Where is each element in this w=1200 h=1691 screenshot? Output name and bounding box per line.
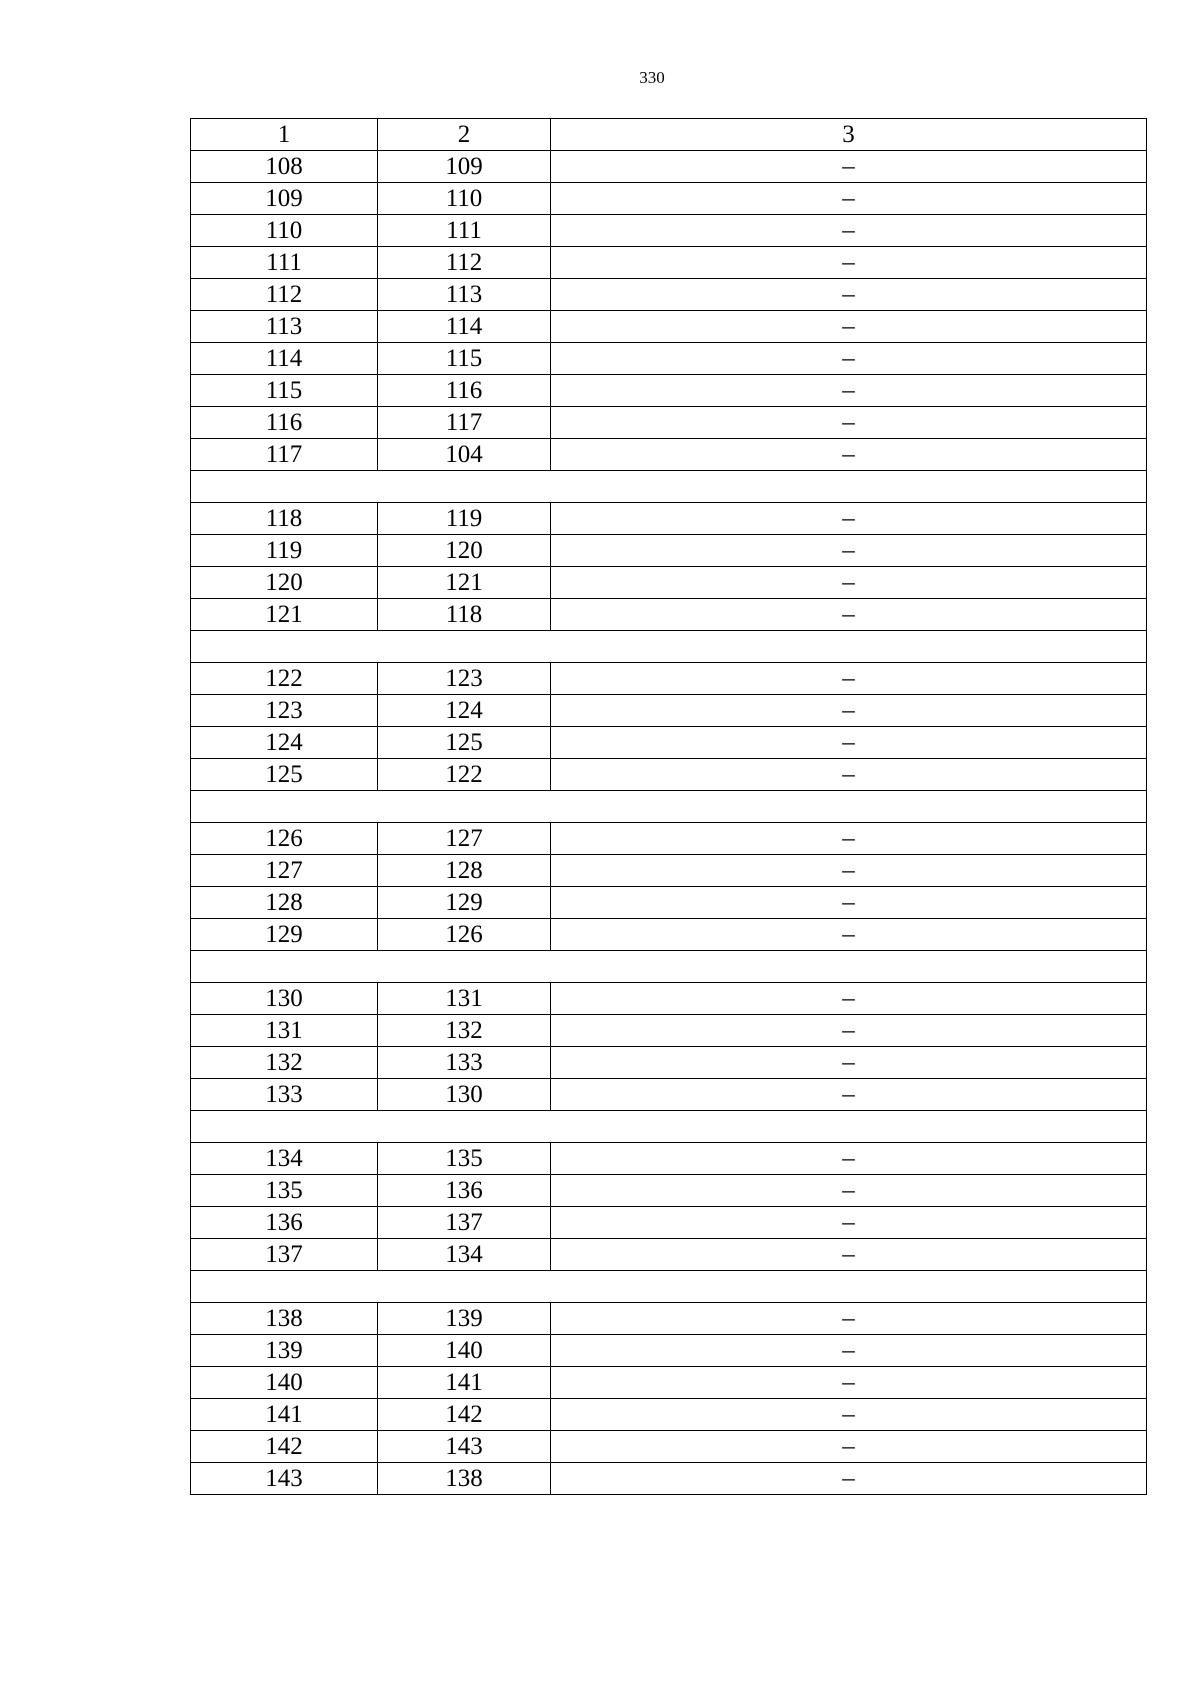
group-separator-row bbox=[191, 631, 1147, 663]
table-cell-col-1: 121 bbox=[191, 599, 378, 631]
table-cell-col-3: – bbox=[551, 343, 1147, 375]
table-row bbox=[191, 983, 1147, 1015]
table-row bbox=[191, 247, 1147, 279]
table-cell-col-2: 135 bbox=[378, 1143, 551, 1175]
table-cell-col-1: 129 bbox=[191, 919, 378, 951]
table-cell-col-3: – bbox=[551, 759, 1147, 791]
group-separator-row bbox=[191, 471, 1147, 503]
table-row bbox=[191, 887, 1147, 919]
table-row bbox=[191, 535, 1147, 567]
table-cell-col-2: 104 bbox=[378, 439, 551, 471]
table-cell-col-2: 142 bbox=[378, 1399, 551, 1431]
table-cell-col-2: 136 bbox=[378, 1175, 551, 1207]
table-row bbox=[191, 1047, 1147, 1079]
table-row bbox=[191, 1367, 1147, 1399]
table-row bbox=[191, 1463, 1147, 1495]
table-row bbox=[191, 1079, 1147, 1111]
table-cell-col-2: 116 bbox=[378, 375, 551, 407]
table-cell-col-1: 117 bbox=[191, 439, 378, 471]
table-cell-col-1: 133 bbox=[191, 1079, 378, 1111]
table-cell-col-1: 124 bbox=[191, 727, 378, 759]
table-header-row bbox=[191, 119, 1147, 151]
table-cell-col-3: – bbox=[551, 1431, 1147, 1463]
table-cell-col-2: 115 bbox=[378, 343, 551, 375]
table-cell-col-3: – bbox=[551, 823, 1147, 855]
table-cell-col-1: 134 bbox=[191, 1143, 378, 1175]
table-cell-col-1: 128 bbox=[191, 887, 378, 919]
group-separator-row bbox=[191, 1111, 1147, 1143]
table-cell-col-1: 125 bbox=[191, 759, 378, 791]
table-cell-col-3: – bbox=[551, 887, 1147, 919]
table-cell-col-1: 130 bbox=[191, 983, 378, 1015]
table-row bbox=[191, 727, 1147, 759]
table-cell-col-1: 139 bbox=[191, 1335, 378, 1367]
table-row bbox=[191, 1399, 1147, 1431]
table-cell-col-2: 110 bbox=[378, 183, 551, 215]
table-cell-col-3: – bbox=[551, 1335, 1147, 1367]
table-cell-col-1: 111 bbox=[191, 247, 378, 279]
table-cell-col-3: – bbox=[551, 919, 1147, 951]
table-cell-col-3: – bbox=[551, 695, 1147, 727]
table-cell-col-2: 131 bbox=[378, 983, 551, 1015]
table-row bbox=[191, 343, 1147, 375]
table-cell-col-1: 135 bbox=[191, 1175, 378, 1207]
table-cell-col-1: 123 bbox=[191, 695, 378, 727]
table-cell-col-2: 118 bbox=[378, 599, 551, 631]
data-table bbox=[190, 118, 1147, 1495]
table-cell-col-2: 130 bbox=[378, 1079, 551, 1111]
group-separator-cell bbox=[191, 1271, 1147, 1303]
table-row bbox=[191, 375, 1147, 407]
table-cell-col-3: – bbox=[551, 439, 1147, 471]
table-row bbox=[191, 1239, 1147, 1271]
table-cell-col-1: 140 bbox=[191, 1367, 378, 1399]
table-cell-col-1: 137 bbox=[191, 1239, 378, 1271]
table-cell-col-2: 128 bbox=[378, 855, 551, 887]
table-row bbox=[191, 919, 1147, 951]
table-cell-col-3: – bbox=[551, 1047, 1147, 1079]
table-cell-col-1: 126 bbox=[191, 823, 378, 855]
table-cell-col-3: – bbox=[551, 855, 1147, 887]
table-cell-col-3: – bbox=[551, 983, 1147, 1015]
table-cell-col-3: – bbox=[551, 1303, 1147, 1335]
table-cell-col-3: – bbox=[551, 279, 1147, 311]
table-cell-col-1: 114 bbox=[191, 343, 378, 375]
table-row bbox=[191, 151, 1147, 183]
table-cell-col-1: 122 bbox=[191, 663, 378, 695]
group-separator-cell bbox=[191, 951, 1147, 983]
table-cell-col-1: 131 bbox=[191, 1015, 378, 1047]
table-cell-col-3: – bbox=[551, 151, 1147, 183]
table-cell-col-2: 122 bbox=[378, 759, 551, 791]
table-cell-col-2: 132 bbox=[378, 1015, 551, 1047]
table-row bbox=[191, 567, 1147, 599]
table-cell-col-2: 127 bbox=[378, 823, 551, 855]
table-cell-col-3: – bbox=[551, 1175, 1147, 1207]
group-separator-cell bbox=[191, 791, 1147, 823]
table-cell-col-1: 127 bbox=[191, 855, 378, 887]
table-cell-col-3: – bbox=[551, 183, 1147, 215]
table-cell-col-1: 141 bbox=[191, 1399, 378, 1431]
table-cell-col-1: 112 bbox=[191, 279, 378, 311]
table-cell-col-2: 143 bbox=[378, 1431, 551, 1463]
table-cell-col-2: 114 bbox=[378, 311, 551, 343]
table-cell-col-1: 119 bbox=[191, 535, 378, 567]
table-row bbox=[191, 311, 1147, 343]
table-cell-col-2: 141 bbox=[378, 1367, 551, 1399]
table-cell-col-2: 140 bbox=[378, 1335, 551, 1367]
table-cell-col-2: 129 bbox=[378, 887, 551, 919]
table-cell-col-1: 110 bbox=[191, 215, 378, 247]
header-cell-1: 1 bbox=[191, 119, 378, 151]
table-cell-col-2: 109 bbox=[378, 151, 551, 183]
table-cell-col-2: 124 bbox=[378, 695, 551, 727]
table-row bbox=[191, 599, 1147, 631]
table-cell-col-3: – bbox=[551, 375, 1147, 407]
table-cell-col-1: 142 bbox=[191, 1431, 378, 1463]
group-separator-cell bbox=[191, 471, 1147, 503]
table-cell-col-1: 108 bbox=[191, 151, 378, 183]
table-row bbox=[191, 439, 1147, 471]
table-cell-col-2: 137 bbox=[378, 1207, 551, 1239]
table-row bbox=[191, 1143, 1147, 1175]
table-cell-col-1: 138 bbox=[191, 1303, 378, 1335]
group-separator-cell bbox=[191, 1111, 1147, 1143]
table-row bbox=[191, 823, 1147, 855]
table-cell-col-3: – bbox=[551, 407, 1147, 439]
table-cell-col-3: – bbox=[551, 1207, 1147, 1239]
group-separator-row bbox=[191, 951, 1147, 983]
group-separator-row bbox=[191, 1271, 1147, 1303]
page-number: 330 bbox=[639, 68, 665, 87]
table-cell-col-3: – bbox=[551, 1367, 1147, 1399]
table-row bbox=[191, 503, 1147, 535]
header-cell-2: 2 bbox=[378, 119, 551, 151]
table-cell-col-3: – bbox=[551, 215, 1147, 247]
table-row bbox=[191, 759, 1147, 791]
table-cell-col-3: – bbox=[551, 663, 1147, 695]
table-cell-col-1: 115 bbox=[191, 375, 378, 407]
table-row bbox=[191, 1015, 1147, 1047]
table-cell-col-2: 126 bbox=[378, 919, 551, 951]
table-cell-col-1: 116 bbox=[191, 407, 378, 439]
table-cell-col-2: 134 bbox=[378, 1239, 551, 1271]
table-cell-col-2: 113 bbox=[378, 279, 551, 311]
table-cell-col-3: – bbox=[551, 535, 1147, 567]
table-cell-col-1: 143 bbox=[191, 1463, 378, 1495]
table-row bbox=[191, 183, 1147, 215]
table-row bbox=[191, 279, 1147, 311]
table-cell-col-2: 111 bbox=[378, 215, 551, 247]
table-cell-col-3: – bbox=[551, 503, 1147, 535]
table-cell-col-2: 125 bbox=[378, 727, 551, 759]
table-cell-col-2: 120 bbox=[378, 535, 551, 567]
table-cell-col-3: – bbox=[551, 567, 1147, 599]
table-cell-col-3: – bbox=[551, 1143, 1147, 1175]
table-cell-col-3: – bbox=[551, 1079, 1147, 1111]
table-cell-col-2: 121 bbox=[378, 567, 551, 599]
group-separator-cell bbox=[191, 631, 1147, 663]
table-row bbox=[191, 215, 1147, 247]
table-cell-col-2: 112 bbox=[378, 247, 551, 279]
table-cell-col-2: 119 bbox=[378, 503, 551, 535]
table-cell-col-1: 136 bbox=[191, 1207, 378, 1239]
table-cell-col-3: – bbox=[551, 1239, 1147, 1271]
table-cell-col-1: 132 bbox=[191, 1047, 378, 1079]
table-cell-col-1: 109 bbox=[191, 183, 378, 215]
table-row bbox=[191, 1303, 1147, 1335]
group-separator-row bbox=[191, 791, 1147, 823]
table-cell-col-3: – bbox=[551, 599, 1147, 631]
table-row bbox=[191, 695, 1147, 727]
table-cell-col-3: – bbox=[551, 1463, 1147, 1495]
table-row bbox=[191, 1207, 1147, 1239]
table-row bbox=[191, 855, 1147, 887]
table-row bbox=[191, 1431, 1147, 1463]
table-cell-col-2: 123 bbox=[378, 663, 551, 695]
table-cell-col-1: 113 bbox=[191, 311, 378, 343]
table-row bbox=[191, 407, 1147, 439]
table-cell-col-3: – bbox=[551, 1015, 1147, 1047]
table-row bbox=[191, 1175, 1147, 1207]
header-cell-3: 3 bbox=[551, 119, 1147, 151]
table-cell-col-2: 138 bbox=[378, 1463, 551, 1495]
table-row bbox=[191, 663, 1147, 695]
table-cell-col-2: 139 bbox=[378, 1303, 551, 1335]
table-cell-col-2: 117 bbox=[378, 407, 551, 439]
table-row bbox=[191, 1335, 1147, 1367]
table-body bbox=[191, 119, 1147, 1495]
table-cell-col-1: 120 bbox=[191, 567, 378, 599]
table-cell-col-3: – bbox=[551, 1399, 1147, 1431]
table-cell-col-1: 118 bbox=[191, 503, 378, 535]
table-cell-col-3: – bbox=[551, 311, 1147, 343]
table-cell-col-2: 133 bbox=[378, 1047, 551, 1079]
table-cell-col-3: – bbox=[551, 247, 1147, 279]
table-cell-col-3: – bbox=[551, 727, 1147, 759]
